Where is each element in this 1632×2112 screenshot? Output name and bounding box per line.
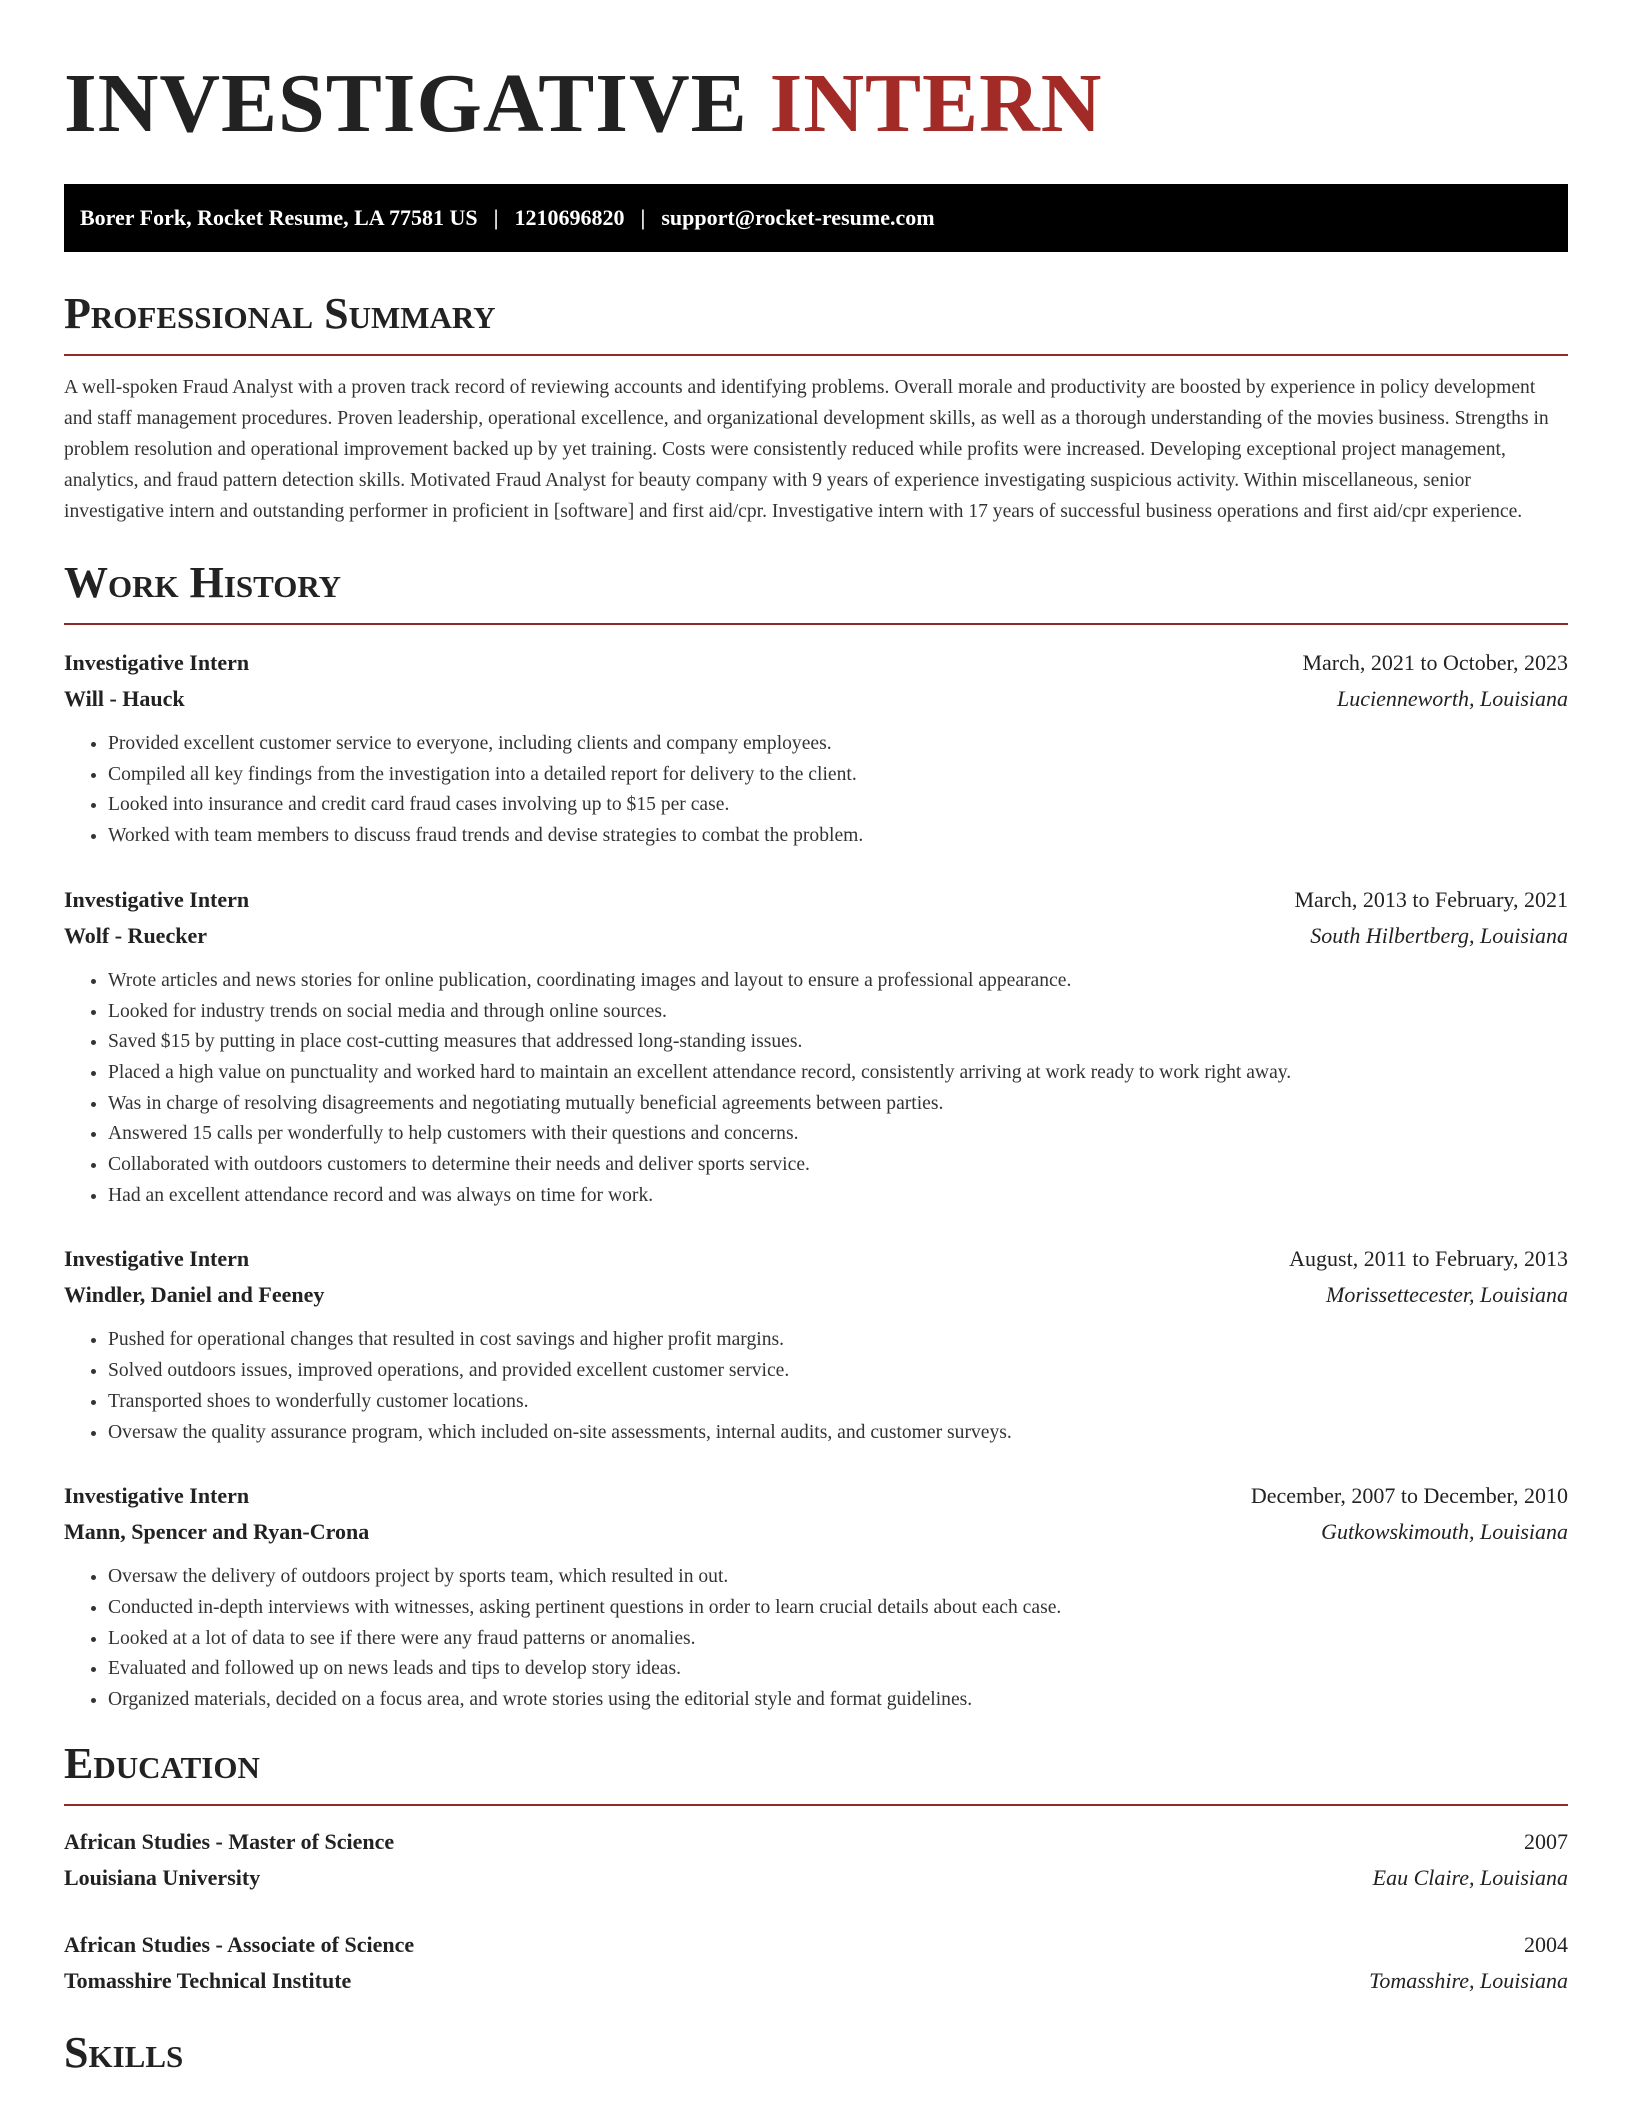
- education-location: Tomasshire, Louisiana: [1369, 1967, 1568, 1993]
- job-bullet: • Looked for industry trends on social media and through online sources.: [108, 997, 1568, 1028]
- job-bullet: • Transported shoes to wonderfully customer locations.: [108, 1387, 1568, 1418]
- job-location: South Hilbertberg, Louisiana: [1310, 922, 1568, 948]
- education-entry: [64, 1824, 1568, 1896]
- job-role: Investigative Intern: [64, 886, 250, 912]
- job-entry: [64, 1478, 1568, 1716]
- job-bullet: • Answered 15 calls per wonderfully to help customers with their questions and concerns.: [108, 1119, 1568, 1150]
- job-role: Investigative Intern: [64, 650, 250, 675]
- name-second: INTERN: [769, 57, 1103, 150]
- education-year: 2004: [1524, 1931, 1568, 1957]
- job-company: Will - Hauck: [64, 686, 185, 711]
- contact-phone: 1210696820: [514, 205, 625, 230]
- job-bullets: [64, 1325, 1568, 1448]
- job-bullet: • Oversaw the delivery of outdoors project by sports team, which resulted in out.: [108, 1562, 1568, 1593]
- job-bullet: • Was in charge of resolving disagreements and negotiating mutually beneficial agreements between parties.: [108, 1089, 1568, 1120]
- job-dates: March, 2013 to February, 2021: [1294, 886, 1568, 912]
- job-bullet: • Had an excellent attendance record and was always on time for work.: [108, 1181, 1568, 1212]
- section-title-education: Education: [64, 1738, 260, 1788]
- education-location: Eau Claire, Louisiana: [1372, 1864, 1568, 1890]
- job-bullet: • Placed a high value on punctuality and worked hard to maintain an excellent attendance record, consistently arriving at work ready to work right away.: [108, 1058, 1568, 1089]
- job-location: Morissettecester, Louisiana: [1326, 1282, 1568, 1308]
- job-bullet: • Compiled all key findings from the investigation into a detailed report for delivery to the client.: [108, 760, 1568, 791]
- job-location: Lucienneworth, Louisiana: [1336, 686, 1568, 711]
- job-entry: [64, 882, 1568, 1212]
- job-entry: [64, 645, 1568, 852]
- work-section: [64, 557, 1568, 1716]
- job-bullet: • Oversaw the quality assurance program, which included on-site assessments, internal audits, and customer surveys.: [108, 1418, 1568, 1449]
- job-bullets: [64, 729, 1568, 852]
- education-entry: [64, 1927, 1568, 1999]
- contact-bar: [64, 184, 1568, 252]
- section-title-summary: Professional Summary: [64, 289, 496, 338]
- summary-section: [64, 288, 1568, 527]
- contact-address: Borer Fork, Rocket Resume, LA 77581 US: [80, 205, 478, 230]
- contact-email: support@rocket-resume.com: [661, 205, 935, 230]
- job-entry: [64, 1241, 1568, 1448]
- section-divider: [64, 354, 1568, 356]
- education-school: Tomasshire Technical Institute: [64, 1967, 352, 1993]
- job-bullet: • Looked into insurance and credit card fraud cases involving up to $15 per case.: [108, 790, 1568, 821]
- job-bullet: • Organized materials, decided on a focus area, and wrote stories using the editorial style and format guidelines.: [108, 1685, 1568, 1716]
- job-bullet: • Evaluated and followed up on news leads and tips to develop story ideas.: [108, 1654, 1568, 1685]
- job-location: Gutkowskimouth, Louisiana: [1321, 1519, 1568, 1545]
- skills-section: [64, 2027, 1568, 2079]
- job-company: Wolf - Ruecker: [64, 922, 207, 948]
- job-dates: August, 2011 to February, 2013: [1289, 1246, 1568, 1272]
- job-role: Investigative Intern: [64, 1483, 250, 1509]
- job-bullets: [64, 1562, 1568, 1716]
- section-title-work: Work History: [64, 558, 342, 607]
- education-year: 2007: [1524, 1828, 1568, 1854]
- job-bullets: [64, 966, 1568, 1212]
- job-dates: December, 2007 to December, 2010: [1250, 1483, 1568, 1509]
- contact-separator: |: [493, 205, 499, 230]
- resume-page: [64, 0, 1568, 2079]
- education-degree: African Studies - Master of Science: [64, 1828, 395, 1854]
- job-bullet: • Conducted in-depth interviews with witnesses, asking pertinent questions in order to learn crucial details about each case.: [108, 1593, 1568, 1624]
- job-bullet: • Saved $15 by putting in place cost-cutting measures that addressed long-standing issues.: [108, 1027, 1568, 1058]
- section-title-skills: Skills: [64, 2027, 184, 2077]
- section-divider: [64, 1804, 1568, 1806]
- job-company: Mann, Spencer and Ryan-Crona: [64, 1519, 370, 1545]
- resume-name: [64, 0, 1568, 150]
- education-section: [64, 1738, 1568, 1999]
- job-bullet: • Solved outdoors issues, improved operations, and provided excellent customer service.: [108, 1356, 1568, 1387]
- job-dates: March, 2021 to October, 2023: [1302, 650, 1568, 675]
- job-bullet: • Pushed for operational changes that resulted in cost savings and higher profit margins.: [108, 1325, 1568, 1356]
- summary-text: A well-spoken Fraud Analyst with a proven track record of reviewing accounts and identifying problems. Overall morale and productivity are boosted by experience in policy development and staff management procedures. Proven leadership, operational excellence, and organizational development skills, as well as a thorough understanding of the movies business. Strengths in problem resolution and operational improvement backed up by yet training. Costs were consistently reduced while profits were increased. Developing exceptional project management, analytics, and fraud pattern detection skills. Motivated Fraud Analyst for beauty company with 9 years of experience investigating suspicious activity. Within miscellaneous, senior investigative intern and outstanding performer in proficient in [software] and first aid/cpr. Investigative intern with 17 years of successful business operations and first aid/cpr experience.: [64, 377, 1549, 522]
- job-bullet: • Wrote articles and news stories for online publication, coordinating images and layout to ensure a professional appearance.: [108, 966, 1568, 997]
- section-divider: [64, 623, 1568, 625]
- job-bullet: • Provided excellent customer service to everyone, including clients and company employees.: [108, 729, 1568, 760]
- job-bullet: • Collaborated with outdoors customers to determine their needs and deliver sports service.: [108, 1150, 1568, 1181]
- contact-separator: |: [640, 205, 646, 230]
- education-school: Louisiana University: [64, 1864, 261, 1890]
- job-company: Windler, Daniel and Feeney: [64, 1282, 325, 1308]
- job-bullet: • Looked at a lot of data to see if there were any fraud patterns or anomalies.: [108, 1624, 1568, 1655]
- education-degree: African Studies - Associate of Science: [64, 1931, 415, 1957]
- name-first: INVESTIGATIVE: [64, 57, 748, 150]
- job-bullet: • Worked with team members to discuss fraud trends and devise strategies to combat the problem.: [108, 821, 1568, 852]
- job-role: Investigative Intern: [64, 1246, 250, 1272]
